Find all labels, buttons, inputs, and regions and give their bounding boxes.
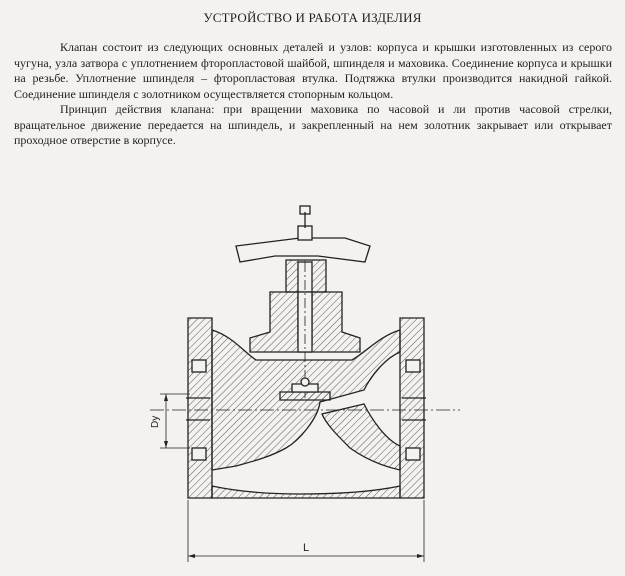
dimension-l-label: L	[303, 542, 310, 554]
page-title: УСТРОЙСТВО И РАБОТА ИЗДЕЛИЯ	[203, 10, 422, 25]
dimension-dy-label: Dy	[150, 415, 161, 428]
handwheel	[236, 206, 370, 262]
paragraph-2: Принцип действия клапана: при вращении маховика по часовой и ли против часовой стрелки, вращательное движение передается на шпиндель, и закрепленный на нем золотник закрывает или открывает проходное отверстие в корпусе.	[14, 102, 612, 147]
paragraph-1: Клапан состоит из следующих основных деталей и узлов: корпуса и крышки изготовленных из серого чугуна, узла затвора с уплотнением фторопластовой шайбой, шпинделя и маховика. Соединение корпуса и крышки на резьбе. Уплотнение шпинделя – фторопластовая втулка. Подтяжка втулки производится накидной гайкой. Соединение шпинделя с золотником осуществляется стопорным кольцом.	[14, 40, 612, 101]
left-flange	[186, 318, 212, 498]
dimension-dy	[160, 394, 190, 448]
right-flange	[400, 318, 426, 498]
